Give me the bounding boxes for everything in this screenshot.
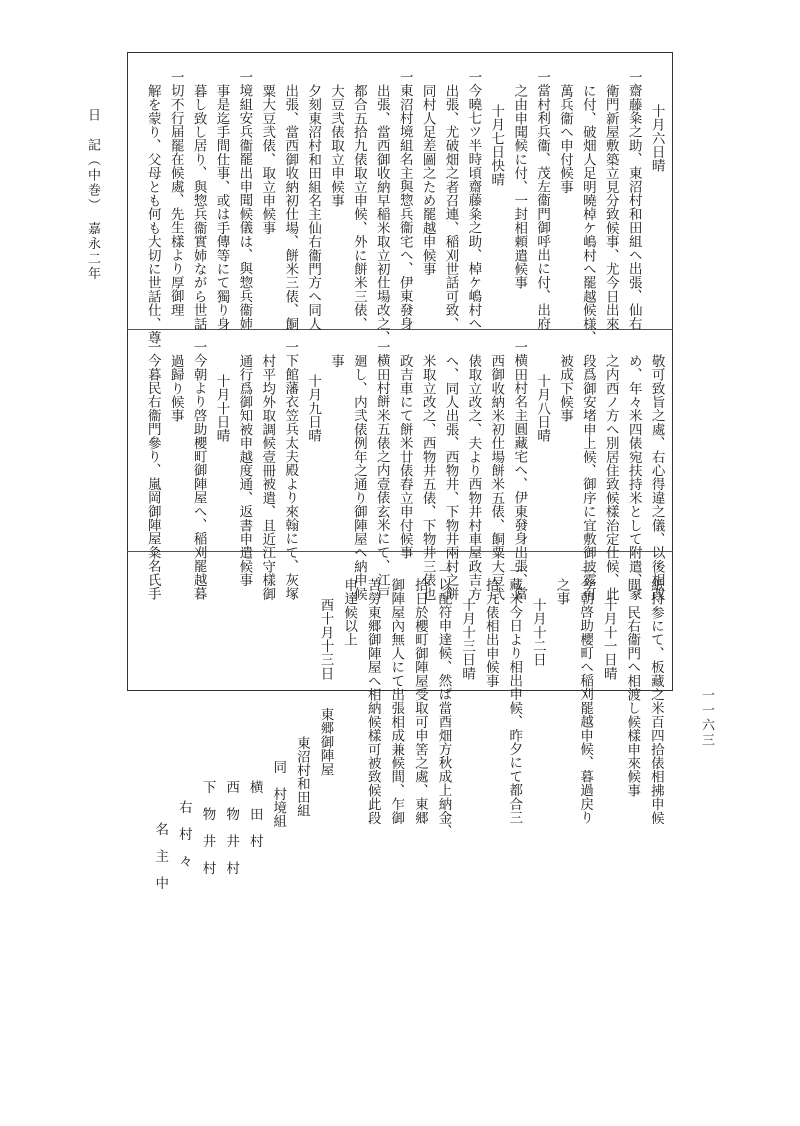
text-column: 過歸り候事 (167, 354, 184, 423)
text-column: 一切不行届罷在候處、先生樣より厚御理 (167, 70, 184, 317)
text-column: 俵取立改之、夫より西物井村車屋政吉方 (465, 354, 482, 601)
text-column: 米取立改之、西物井五俵、下物井三俵也 (419, 354, 436, 601)
text-column: に付、破畑人足明曉棹ケ嶋村へ罷越候様、 (579, 84, 596, 345)
text-column: 夕刻東沼村和田組名主仙右衞門方へ同人 (305, 84, 322, 331)
signature-line: 同 村境組 (270, 760, 287, 828)
signature-line: 右 村 々 (175, 800, 192, 868)
text-column: 衛門新屋敷築立見分致候事、尤今日出來 (602, 84, 619, 331)
text-column: 一東沼村境組名主與惣兵衞宅へ、伊東發身 (396, 70, 413, 331)
text-column: 紙持参にて、板藏之米百四拾俵相拂申候 (647, 578, 664, 825)
text-column: 苦勞東郷御陣屋へ相納候樣可被致候此段 (364, 578, 381, 825)
text-column: 解を蒙り、父母とも何も大切に世話仕、尊 (144, 84, 161, 345)
signature-line: 名 主 中 (152, 822, 169, 890)
signature-line: 西 物 井 村 (223, 780, 240, 875)
text-column: 酉十月十三日 東郷御陣屋 (317, 598, 334, 777)
text-column: 萬兵衞へ申付候事 (557, 84, 573, 194)
text-column: 十月六日晴 (648, 104, 665, 173)
text-column: 粟大豆弐俵、取立申候事 (259, 84, 276, 235)
text-column: 拾日於櫻町御陣屋受取可申筈之處、東郷 (411, 578, 428, 825)
text-column: 間、民右衞門へ相渡し候樣申來候事 (624, 578, 641, 798)
text-column: 一今朝啓助櫻町へ稲刈罷越申候、暮過戻り (577, 564, 594, 825)
text-column: 十月九日晴 (305, 374, 322, 443)
text-column: 同村人足差圖之ため罷越申候事 (419, 84, 436, 276)
text-column: 出張、當西御收納初仕場、餅米三俵、餇 (282, 84, 299, 331)
text-column: 一境組安兵衞罷出申聞候儀は、與惣兵衞姉 (236, 70, 253, 331)
signature-line: 下 物 井 村 (199, 780, 216, 875)
page-number: 一一六三 (699, 688, 714, 748)
text-column: 之由申聞候に付、一封相頼遣候事 (511, 84, 528, 290)
text-column: 出張、尤破畑之者召連、稲刈世話可致、 (442, 84, 459, 331)
text-column: 一當村利兵衞、茂左衞門御呼出に付、出府 (534, 70, 551, 331)
text-column: 一横田村餅米五俵之内壹俵玄米にて、江戸 (373, 340, 390, 601)
text-column: 敬可致旨之處、右心得違之儀、以後相改 (648, 354, 665, 601)
text-column: 十月十日晴 (213, 374, 230, 443)
text-column: 一齋藤粂之助、東沼村和田組へ出張、仙右 (625, 70, 642, 331)
text-column: 一今暮民右衞門參り、嵐岡御陣屋粂名氏手 (144, 340, 161, 601)
text-column: 大豆弐俵取立申候事 (328, 84, 344, 208)
text-column: 一藏米今日より相出申候、昨夕にて都合三 (506, 564, 523, 825)
text-column: 一横田村名主圓藏宅へ、伊東發身出張、當 (511, 340, 528, 601)
text-column: 通行爲御知被申越度通、返書申遣候事 (236, 354, 253, 587)
text-column: 一下館藩衣笠兵太夫殿より來翰にて、灰塚 (282, 340, 299, 601)
text-column: 政吉車にて餅米廿俵舂立申付候事 (396, 354, 413, 560)
text-column: 村平均外取調候壹冊被遣、且近江守樣御 (259, 354, 276, 601)
text-column: 御陣屋內無人にて出張相成兼候間、乍御 (388, 578, 405, 825)
text-column: へ、同人出張、西物井、下物井兩村之餅 (442, 354, 459, 601)
text-column: 事是迄手間仕事、或は手傳等にて獨り身 (213, 84, 230, 331)
text-column: 之事 (553, 578, 570, 606)
signature-line: 横 田 村 (246, 780, 263, 848)
text-column: 一以配符申達候、然ば當酉畑方秋成上納金、 (435, 564, 452, 838)
text-column: 十月十二日 (529, 598, 546, 667)
signature-line: 東沼村和田組 (293, 736, 310, 817)
text-column: 十月十一日晴 (600, 598, 617, 681)
text-column: 廻し、内弐俵例年之通り御陣屋へ納申候 (350, 354, 367, 601)
text-column: 之内西ノ方へ別居住致候樣治定仕候、此 (602, 354, 619, 601)
text-column: 西御收納米初仕場餅米五俵、餇粟大豆弐 (488, 354, 505, 601)
text-column: 出張、當西御收納早稲米取立初仕場改之、 (373, 84, 390, 345)
text-column: 段爲御安堵申上候、御序に宜敷御披露可 (579, 354, 596, 601)
text-column: 十月七日快晴 (488, 104, 505, 187)
text-column: 事 (328, 354, 344, 368)
text-column: 拾九俵相出申候事 (482, 578, 499, 688)
text-column: 十月十三日晴 (459, 598, 476, 681)
text-column: 十月八日晴 (534, 374, 551, 443)
text-column: 被成下候事 (557, 354, 573, 423)
text-column: め、年々米四俵宛扶持米として附遣、家 (625, 354, 642, 601)
text-column: 一今朝より啓助櫻町御陣屋へ、稲刈罷越暮 (190, 340, 207, 601)
text-column: 申達候以上 (341, 578, 358, 647)
text-column: 都合五拾九俵取立申候、外に餅米三俵、 (350, 84, 367, 331)
running-header: 日 記（中巻） 嘉永二年 (85, 108, 100, 282)
text-column: 暮し致し居り、與惣兵衞實姉ながら世話 (190, 84, 207, 331)
text-column: 一今曉七ツ半時頃齋藤粂之助、棹ケ嶋村へ (465, 70, 482, 331)
